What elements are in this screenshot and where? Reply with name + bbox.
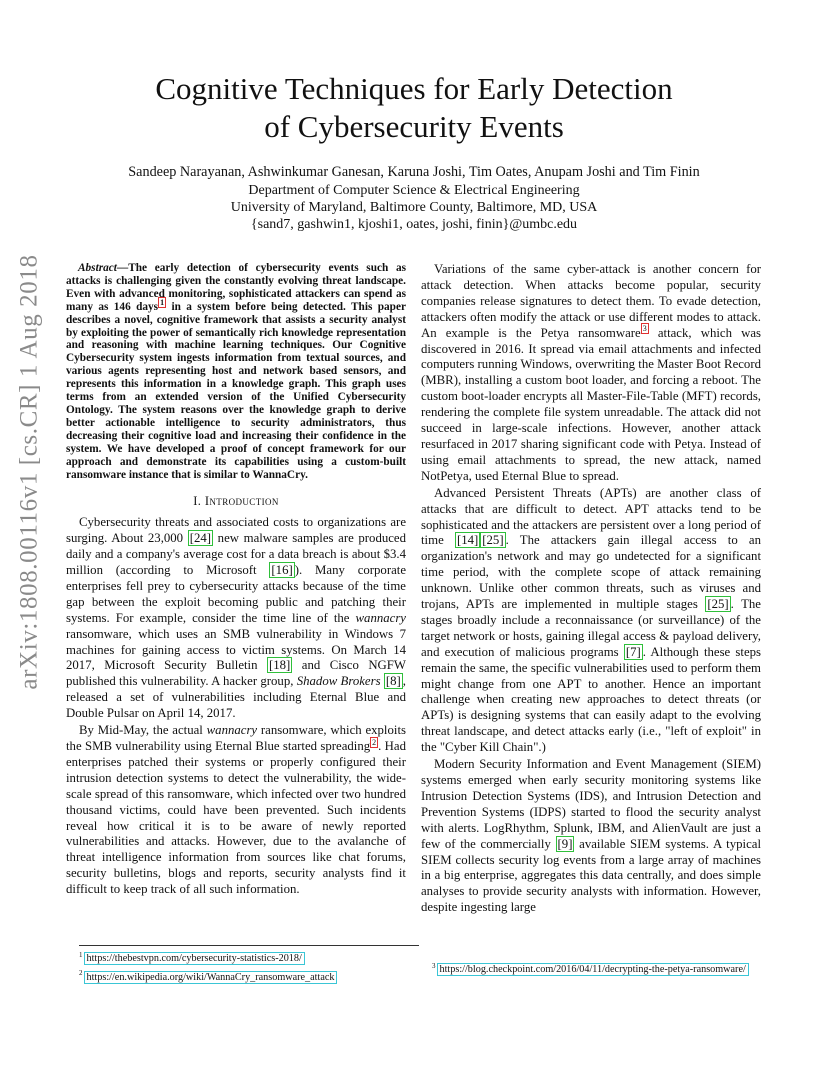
section-heading-introduction: [66, 494, 406, 510]
left-column: [66, 262, 406, 899]
text-run: ). Many corporate enterprises fell prey to cybersecurity attacks because of the time gap between the exploit becoming public and patching their systems. For example, consider the time line of the: [66, 563, 407, 625]
intro-paragraph-5: [421, 757, 761, 916]
author-department: Department of Computer Science & Electrical Engineering: [248, 183, 580, 198]
footnote-1: [79, 948, 419, 966]
citation-link[interactable]: [16]: [271, 563, 293, 578]
text-run: ransomware, which uses an SMB vulnerability in Windows 7 machines for gaining access to victim systems. On March 14 2017, Microsoft Security Bulletin: [66, 626, 406, 673]
emphasis-shadow-brokers: Shadow Brokers: [296, 674, 381, 689]
author-university: University of Maryland, Baltimore County, Baltimore, MD, USA: [230, 200, 598, 215]
footnote-mark: 1: [79, 951, 83, 959]
intro-paragraph-4: [421, 486, 761, 756]
text-run: Cybersecurity threats and associated costs to organizations are surging. About 23,000: [66, 515, 406, 546]
footnote-ref-2[interactable]: 2: [372, 737, 377, 747]
right-column: [421, 262, 761, 917]
footnote-2: [79, 966, 419, 984]
footnote-link[interactable]: https://thebestvpn.com/cybersecurity-statistics-2018/: [84, 952, 305, 965]
footnote-mark: 2: [79, 969, 83, 978]
text-run: , released a set of vulnerabilities including Eternal Blue and Double Pulsar on April 14, 2017.: [66, 674, 406, 721]
text-run: . The attackers gain illegal access to an organization's network and may go undetected for a significant time period, with the complete scope of attack remaining unknown. Unlike other common threats, such as viruses and trojans, APTs are implemented in multiple stages: [421, 533, 761, 612]
title-line-1: Cognitive Techniques for Early Detection: [155, 71, 673, 106]
citation-link[interactable]: [14]: [456, 533, 479, 548]
text-run: and Cisco NGFW published this vulnerability. A hacker group,: [66, 658, 406, 689]
author-names: Sandeep Narayanan, Ashwinkumar Ganesan, Karuna Joshi, Tim Oates, Anupam Joshi and Tim Finin: [128, 164, 700, 180]
footnote-3: [432, 959, 772, 977]
arxiv-identifier-stamp: [10, 254, 50, 690]
citation-link[interactable]: [18]: [268, 658, 291, 673]
citation-link[interactable]: [25]: [482, 533, 504, 548]
section-title: Introduction: [204, 494, 279, 509]
citation-link[interactable]: [25]: [707, 597, 729, 612]
citation-link[interactable]: [8]: [385, 674, 401, 689]
citation-link[interactable]: [24]: [189, 531, 212, 546]
footnote-link[interactable]: https://blog.checkpoint.com/2016/04/11/decrypting-the-petya-ransomware/: [437, 963, 749, 976]
title-line-2: of Cybersecurity Events: [264, 109, 564, 144]
section-number: I.: [193, 494, 202, 509]
text-run: ransomware, which exploits the SMB vulnerability using Eternal Blue started spreading: [66, 723, 406, 753]
author-emails: {sand7, gashwin1, kjoshi1, oates, joshi, finin}@umbc.edu: [250, 217, 578, 232]
footnote-link[interactable]: https://en.wikipedia.org/wiki/WannaCry_ransomware_attack: [84, 971, 338, 984]
abstract-text-a: —The early detection of cybersecurity events such as attacks is challenging given the constantly evolving threat landscape. Even with advanced monitoring, sophisticated attackers can spend as many as 146 days: [66, 262, 406, 313]
intro-paragraph-2: [66, 723, 406, 898]
citation-link[interactable]: [9]: [557, 836, 573, 851]
text-run: Variations of the same cyber-attack is another concern for attack detection. When attacks become popular, security companies release signatures to detect them. To evade detection, attackers often modify the attack or use different modes to attack. An example is the Petya ransomware: [421, 262, 761, 340]
footnote-ref-1[interactable]: 1: [160, 297, 165, 307]
author-block: [80, 164, 748, 233]
paper-title: [80, 70, 748, 146]
text-run: . Although these steps remain the same, the specific vulnerabilities used to perform them might change from one APT to another. Hence an important challenge when creating new approaches to detect threats (or APTs) is designing systems that can easily adapt to the evolving threat landscape, and detect attacks early (i.e., "left of exploit" in the "Cyber Kill Chain".): [421, 644, 762, 755]
text-run: By Mid-May, the actual: [79, 723, 207, 738]
text-run: available SIEM systems. A typical SIEM collects security log events from a large array of machines in a big enterprise, aggregates this data centrally, and does simple analyses to provide security analysts with information. However, despite ingesting large: [421, 836, 761, 915]
intro-paragraph-1: [66, 515, 406, 722]
arxiv-identifier-text: arXiv:1808.00116v1 [cs.CR] 1 Aug 2018: [16, 254, 44, 690]
text-run: . Had enterprises patched their systems or properly configured their intrusion detection systems to detect the vulnerability, the wide-scale spread of this ransomware, which infected over two hundred thousand victims, could have been prevented. Such incidents reveal how critical it is to be aware of newly reported vulnerabilities and attacks. However, due to the avalanche of threat intelligence information from sources like chat forums, security bulletins, blogs and reports, security analysts find it difficult to keep track of all such information.: [66, 739, 406, 897]
footnote-ref-3[interactable]: 3: [642, 324, 647, 334]
text-run: attack, which was discovered in 2016. It spread via email attachments and infected computers running Windows, overwriting the Master Boot Record (MBR), installing a custom boot loader, and forcing a reboot. The custom boot-loader encrypts all Master-File-Table (MFT) records, rendering the complete file system unreadable. The attack did not succeed in large-scale infections. However, another attack resurfaced in 2017 sharing significant code with Petya. Instead of using email attachments to spread, the new attack, named NotPetya, used Eternal Blue to spread.: [421, 325, 761, 483]
text-run: Advanced Persistent Threats (APTs) are another class of attacks that are difficult to detect. APT attacks tend to be sophisticated and the attackers are persistent over a long period of time: [421, 485, 761, 548]
abstract-label: Abstract: [78, 262, 117, 274]
text-run: new malware samples are produced daily and a company's average cost for a data breach is about $3.4 million (according to Microsoft: [66, 531, 406, 578]
footnotes-left: [79, 945, 419, 985]
emphasis-wannacry: wannacry: [355, 610, 406, 625]
abstract-text-b: in a system before being detected. This paper describes a novel, cognitive framework that assists a security analyst by exploiting the power of semantically rich knowledge representation and reasoning with machine learning techniques. Our Cognitive Cybersecurity system ingests information from textual sources, and various agents representing host and network based sensors, and represents this information in a knowledge graph. This graph uses terms from an extended version of the Unified Cybersecurity Ontology. The system reasons over the knowledge graph to derive better actionable intelligence to security administrators, thus decreasing their cognitive load and increasing their confidence in the system. We have developed a proof of concept framework for our approach and demonstrate its capabilities using a custom-built ransomware instance that is similar to WannaCry.: [66, 300, 406, 481]
text-run: . The stages broadly include a reconnaissance (or surveillance) of the target network or hosts, gaining illegal access & payload delivery, and execution of malicious programs: [421, 597, 761, 659]
abstract: [66, 262, 406, 481]
emphasis-wannacry: wannacry: [206, 723, 258, 738]
footnotes-right: [432, 959, 772, 977]
text-run: Modern Security Information and Event Management (SIEM) systems emerged when early security monitoring systems like Intrusion Detection Systems (IDS), and Intrusion Detection and Prevention Systems (IDPS) started to flood the security analyst with alerts. LogRhythm, Splunk, IBM, and AlienVault are just a few of the commercially: [421, 757, 761, 851]
citation-link[interactable]: [7]: [625, 644, 641, 659]
intro-paragraph-3: [421, 262, 761, 485]
footnote-mark: 3: [432, 962, 436, 970]
